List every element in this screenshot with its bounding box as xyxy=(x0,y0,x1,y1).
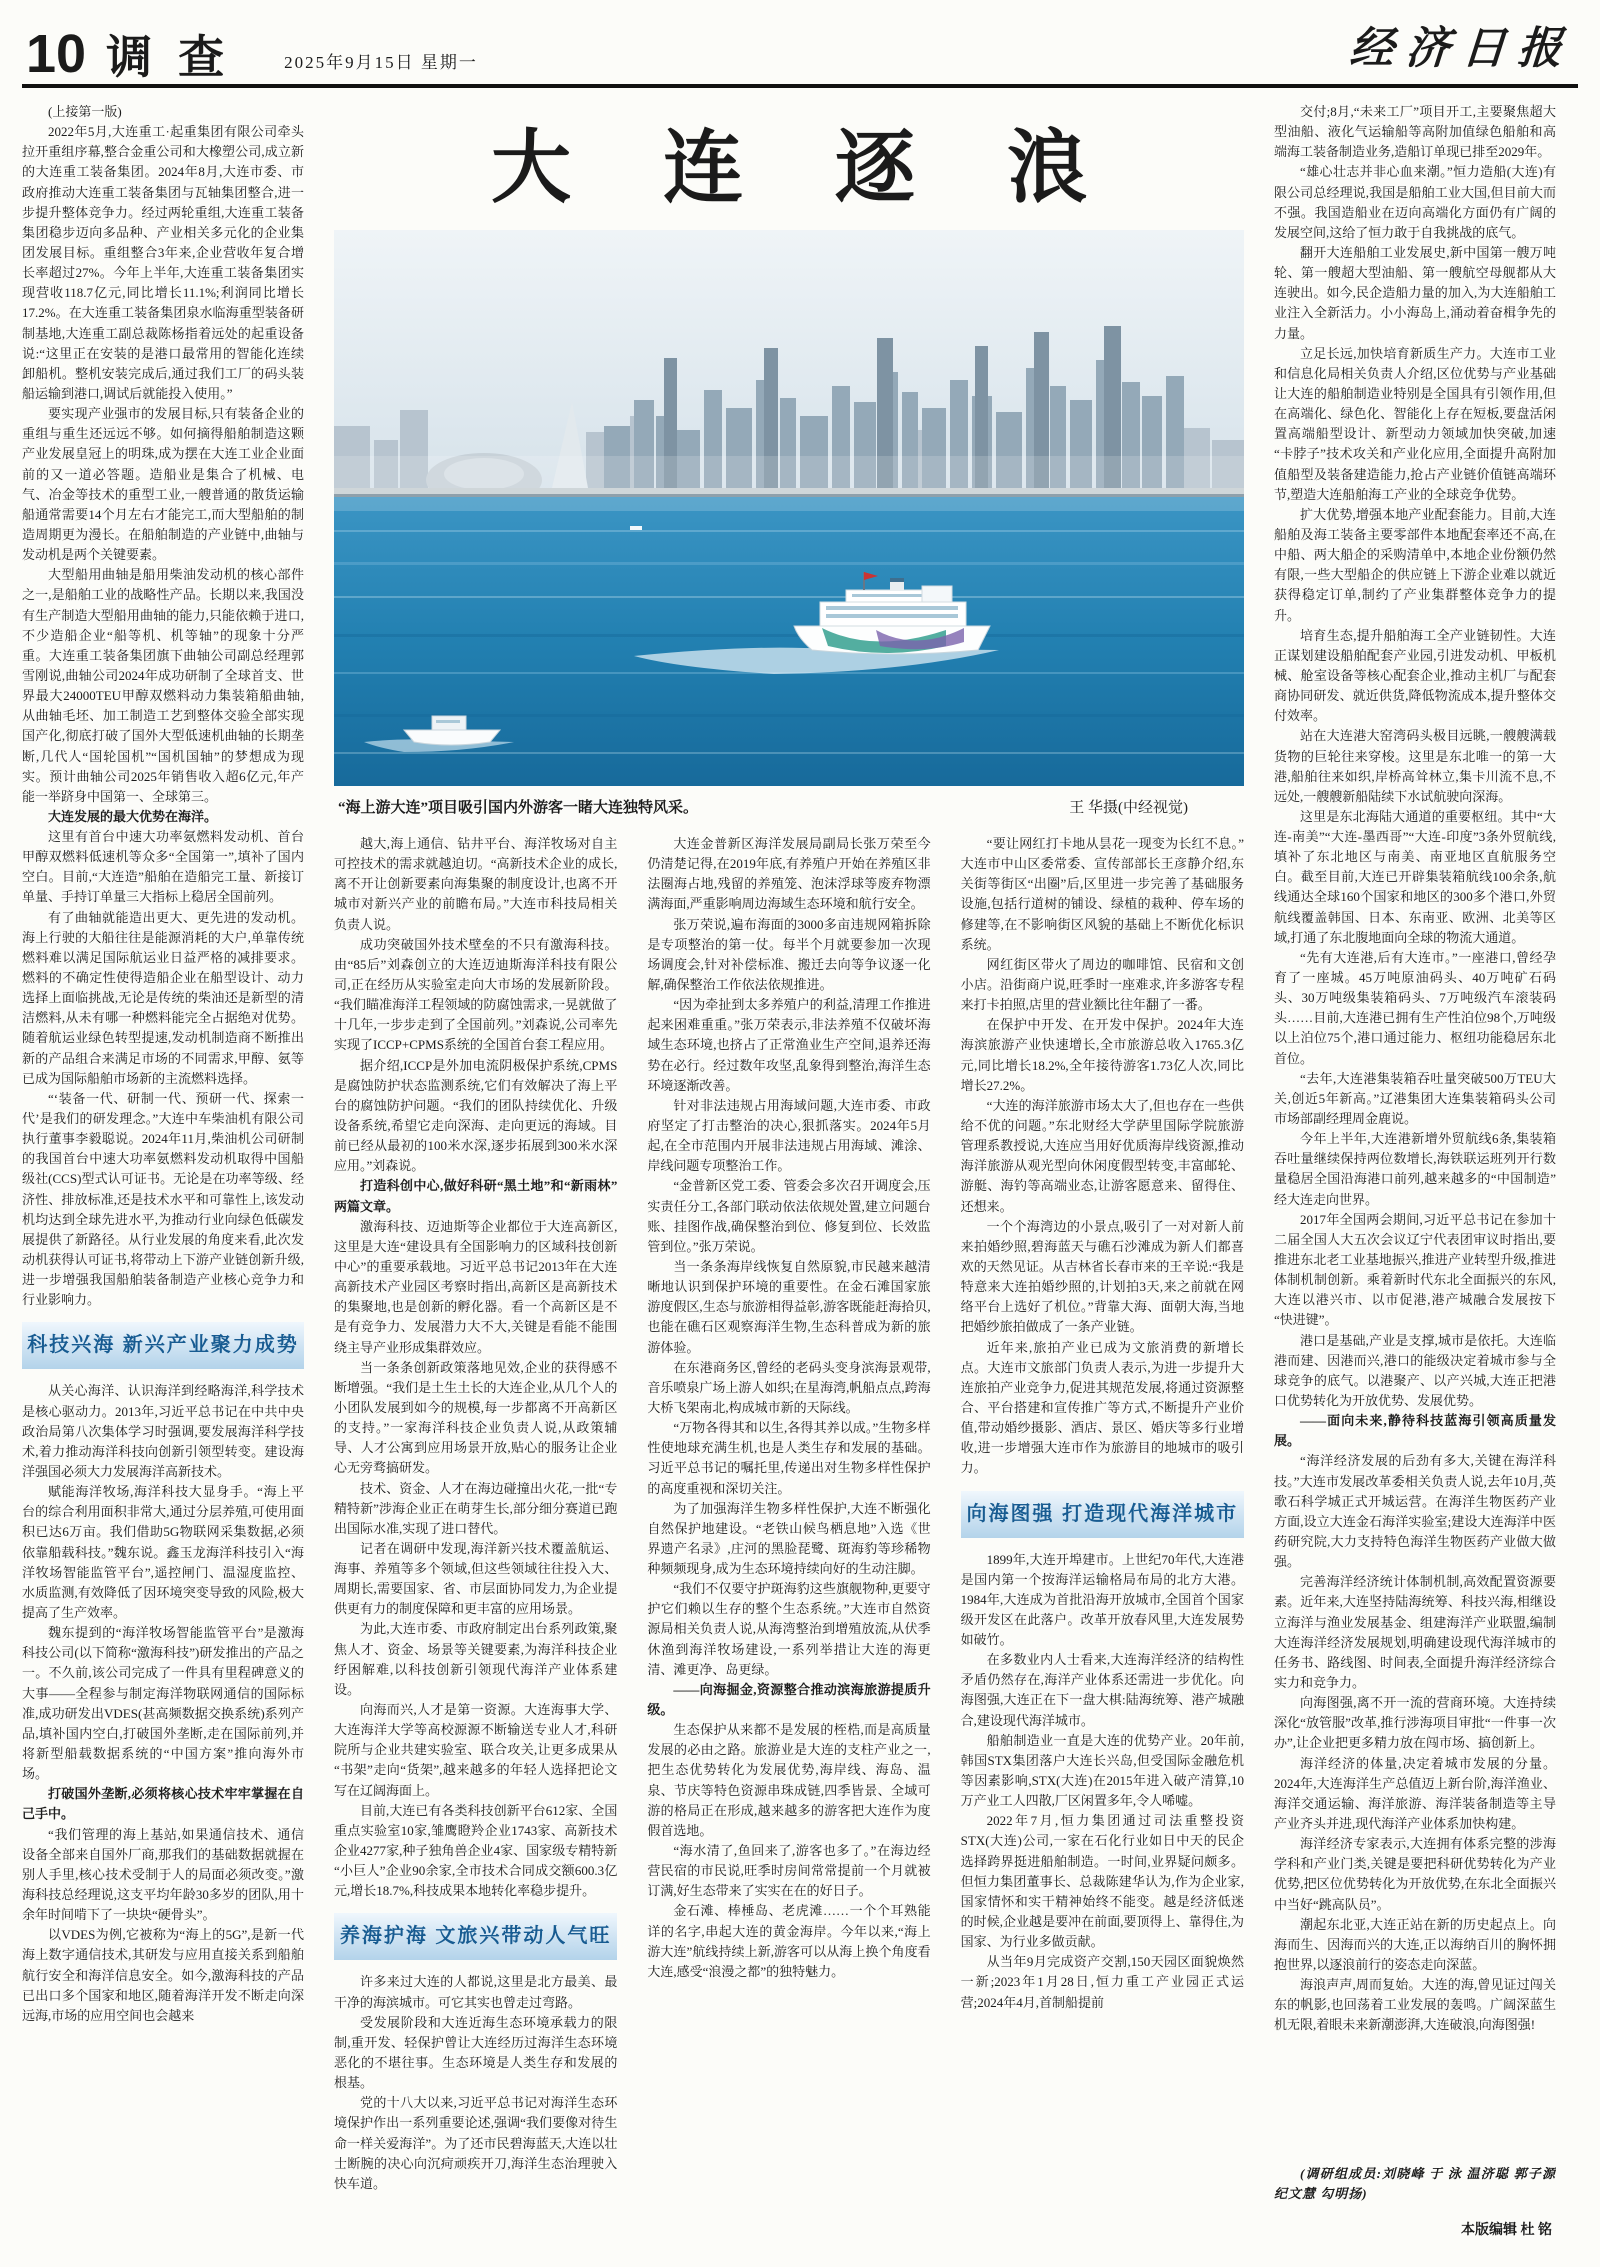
paragraph: 港口是基础,产业是支撑,城市是依托。大连临港而建、因港而兴,港口的能级决定着城市参与全球竞争的底气。以港聚产、以产兴城,大连正把港口优势转化为开放优势、发展优势。 xyxy=(1274,1332,1556,1408)
paragraph: 2022年5月,大连重工·起重集团有限公司牵头拉开重组序幕,整合金重公司和大橡塑公司,成立新的大连重工装备集团。2024年8月,大连市委、市政府推动大连重工装备集团与瓦轴集团整合,进一步提升整体竞争力。经过两轮重组,大连重工装备集团稳步迈向多品种、产业相关多元化的企业集团发展目标。重组整合3年来,企业营收年复合增长率超过27%。今年上半年,大连重工装备集团实现营收118.7亿元,同比增长11.1%;利润同比增长17.2%。在大连重工装备集团泉水临海重型装备研制基地,大连重工副总裁陈杨指着远处的起重设备说:“这里正在安装的是港口最常用的智能化连续卸船机。整机安装完成后,通过我们工厂的码头装船运输到港口,调试后就能投入使用。” xyxy=(22,124,304,401)
photo-credit: 王 华摄(中经视觉) xyxy=(1069,800,1188,816)
paragraph: (上接第一版) xyxy=(48,104,122,119)
section-heading-eco: 养海护海 文旅兴带动人气旺 xyxy=(334,1913,617,1960)
column-3 xyxy=(647,834,930,2252)
paragraph: 金石滩、棒棰岛、老虎滩……一个个耳熟能详的名字,串起大连的黄金海岸。今年以来,“海上游大连”航线持续上新,游客可以从海上换个角度看大连,感受“浪漫之都”的独特魅力。 xyxy=(647,1903,931,1979)
column-4 xyxy=(961,834,1244,2252)
column-2 xyxy=(334,834,617,2252)
section-heading-science: 科技兴海 新兴产业聚力成势 xyxy=(22,1322,304,1369)
column-5-text xyxy=(1274,102,1556,2036)
paragraph: 大型船用曲轴是船用柴油发动机的核心部件之一,是船舶工业的战略性产品。长期以来,我国没有生产制造大型船用曲轴的能力,只能依赖于进口,不少造船企业“船等机、机等轴”的现象十分严重。大连重工装备集团旗下曲轴公司副总经理郭雪刚说,曲轴公司2024年成功研制了全球首支、世界最大24000TEU甲醇双燃料动力集装箱船曲轴,从曲轴毛坯、加工制造工艺到整体交验全部实现国产化,彻底打破了国外大型低速机曲轴的长期垄断,几代人“国轮国机”“国机国轴”的梦想成为现实。预计曲轴公司2025年销售收入超6亿元,年产能一举跻身中国第一、全球第三。 xyxy=(22,567,304,804)
photo-caption: “海上游大连”项目吸引国内外游客一睹大连独特风采。 xyxy=(338,800,699,816)
paragraph: “先有大连港,后有大连市。”一座港口,曾经孕育了一座城。45万吨原油码头、40万吨矿石码头、30万吨级集装箱码头、7万吨级汽车滚装码头……目前,大连港已拥有生产性泊位98个,万吨级以上泊位75个,港口通过能力、枢纽功能稳居东北首位。 xyxy=(1274,949,1556,1066)
section-heading-city: 向海图强 打造现代海洋城市 xyxy=(961,1491,1244,1538)
paragraph: 完善海洋经济统计体制机制,高效配置资源要素。近年来,大连坚持陆海统筹、科技兴海,相继设立海洋与渔业发展基金、组建海洋产业联盟,编制大连海洋经济发展规划,明确建设现代海洋城市的任务书、路线图、时间表,全面提升海洋经济综合实力和竞争力。 xyxy=(1274,1574,1556,1690)
paragraph: 当一条条创新政策落地见效,企业的获得感不断增强。“我们是土生土长的大连企业,从几个人的小团队发展到如今的规模,每一步都离不开高新区的支持。”一家海洋科技企业负责人说,从政策辅导、人才公寓到应用场景开放,贴心的服务让企业心无旁骛搞研发。 xyxy=(334,1359,618,1476)
paragraph: 打造科创中心,做好科研“黑土地”和“新雨林”两篇文章。 xyxy=(334,1178,618,1214)
paragraph: 扩大优势,增强本地产业配套能力。目前,大连船舶及海工装备主要零部件本地配套率还不高,在中船、两大船企的采购清单中,本地企业份额仍然有限,一些大型船企的供应链上下游企业难以就近获得稳定订单,制约了产业集群整体竞争力的提升。 xyxy=(1274,506,1556,623)
paragraph: 近年来,旅拍产业已成为文旅消费的新增长点。大连市文旅部门负责人表示,为进一步提升大连旅拍产业竞争力,促进其规范发展,将通过资源整合、平台搭建和宣传推广等方式,不断提升产业价值,带动婚纱摄影、酒店、景区、婚庆等多行业增收,进一步增强大连市作为旅游目的地城市的吸引力。 xyxy=(960,1339,1244,1476)
column-5 xyxy=(1274,102,1556,2252)
column-2-bottom xyxy=(334,1972,617,2194)
masthead-logo: 经济日报 xyxy=(1348,24,1576,73)
paragraph: “雄心壮志并非心血来潮。”恒力造船(大连)有限公司总经理说,我国是船舶工业大国,但目前大而不强。我国造船业在迈向高端化方面仍有广阔的发展空间,这给了恒力敢于自我挑战的底气。 xyxy=(1274,164,1556,240)
paragraph: 越大,海上通信、钻井平台、海洋牧场对自主可控技术的需求就越迫切。“高新技术企业的成长,离不开让创新要素向海集聚的制度设计,也离不开城市对新兴产业的前瞻布局。”大连市科技局相关负责人说。 xyxy=(334,836,618,932)
paragraph: 海洋经济的体量,决定着城市发展的分量。2024年,大连海洋生产总值迈上新台阶,海洋渔业、海洋交通运输、海洋旅游、海洋装备制造等主导产业齐头并进,现代海洋产业体系加快构建。 xyxy=(1274,1755,1556,1831)
paragraph: “‘装备一代、研制一代、预研一代、探索一代’是我们的研发理念。”大连中车柴油机有限公司执行董事李毅聪说。2024年11月,柴油机公司研制的我国首台中速大功率氨燃料发动机取得中国船级社(CCS)型式认可证书。无论是在功率等级、经济性、排放标准,还是技术水平和可靠性上,该发动机均达到全球先进水平,为推动行业向绿色低碳发展提供了新路径。从行业发展的角度来看,此次发动机获得认可证书,将带动上下游产业链创新升级,进一步增强我国船舶装备制造产业核心竞争力和行业影响力。 xyxy=(22,1090,304,1308)
paragraph: 针对非法违规占用海域问题,大连市委、市政府坚定了打击整治的决心,狠抓落实。2024年5月起,在全市范围内开展非法违规占用海域、滩涂、岸线问题专项整治工作。 xyxy=(647,1097,931,1174)
paragraph: 目前,大连已有各类科技创新平台612家、全国重点实验室10家,雏鹰瞪羚企业1743家、高新技术企业4277家,种子独角兽企业4家、国家级专精特新“小巨人”企业90余家,全市技术合同成交额600.3亿元,增长18.7%,科技成果本地转化率稳步提升。 xyxy=(334,1802,618,1899)
paragraph: “我们不仅要守护斑海豹这些旗舰物种,更要守护它们赖以生存的整个生态系统。”大连市自然资源局相关负责人说,从海湾整治到增殖放流,从伏季休渔到海洋牧场建设,一系列举措让大连的海更清、滩更净、岛更绿。 xyxy=(647,1581,931,1677)
paragraph: ——面向未来,静待科技蓝海引领高质量发展。 xyxy=(1274,1413,1556,1449)
paragraph: 从关心海洋、认识海洋到经略海洋,科学技术是核心驱动力。2013年,习近平总书记在中共中央政治局第八次集体学习时强调,要发展海洋科学技术,着力推动海洋科技向创新引领型转变。建设海洋强国必须大力发展海洋高新技术。 xyxy=(22,1383,304,1479)
page-body xyxy=(22,88,1578,2252)
paragraph: 大连发展的最大优势在海洋。 xyxy=(48,808,218,824)
column-3-text xyxy=(647,834,930,1982)
paragraph: 海洋经济专家表示,大连拥有体系完整的涉海学科和产业门类,关键是要把科研优势转化为产业优势,把区位优势转化为开放优势,在东北全面振兴中当好“跳高队员”。 xyxy=(1274,1836,1556,1912)
paragraph: 在东港商务区,曾经的老码头变身滨海景观带,音乐喷泉广场上游人如织;在星海湾,帆船点点,跨海大桥飞架南北,构成城市新的天际线。 xyxy=(647,1359,931,1415)
column-4-top xyxy=(961,834,1244,1479)
dalian-coast-photo xyxy=(334,230,1244,786)
paragraph: “我们管理的海上基站,如果通信技术、通信设备全部来自国外厂商,那我们的基础数据就握在别人手里,核心技术受制于人的局面必须改变。”激海科技总经理说,这支平均年龄30多岁的团队,用十余年时间啃下了一块块“硬骨头”。 xyxy=(22,1826,304,1923)
paragraph: 立足长远,加快培育新质生产力。大连市工业和信息化局相关负责人介绍,区位优势与产业基础让大连的船舶制造业特别是全国具有引领作用,但在高端化、绿色化、智能化上存在短板,要盘活闲置高端船型设计、新型动力领域加快突破,加速“卡脖子”技术攻关和产业化应用,全面提升高附加值船型及装备建造能力,抢占产业链价值链高端环节,塑造大连船舶海工产业的全球竞争优势。 xyxy=(1274,345,1556,502)
column-1-top xyxy=(22,102,304,1310)
paragraph: “海洋经济发展的后劲有多大,关键在海洋科技。”大连市发展改革委相关负责人说,去年10月,英歌石科学城正式开城运营。在海洋生物医药产业方面,设立大连金石海洋实验室;建设大连海洋中医药研究院,大力支持特色海洋生物医药产业做大做强。 xyxy=(1274,1453,1556,1570)
paragraph: “海水清了,鱼回来了,游客也多了。”在海边经营民宿的市民说,旺季时房间常常提前一个月就被订满,好生态带来了实实在在的好日子。 xyxy=(647,1843,931,1899)
paragraph: 为此,大连市委、市政府制定出台系列政策,聚焦人才、资金、场景等关键要素,为海洋科技企业纾困解难,以科技创新引领现代海洋产业体系建设。 xyxy=(334,1621,618,1697)
paragraph: 魏东提到的“海洋牧场智能监管平台”是激海科技公司(以下简称“激海科技”)研发推出的产品之一。不久前,该公司完成了一件具有里程碑意义的大事——全程参与制定海洋物联网通信的国际标准,成功研发出VDES(甚高频数据交换系统)系列产品,填补国内空白,打破国外垄断,走在国际前列,并将新型船载数据系统的“中国方案”推向海外市场。 xyxy=(22,1625,304,1782)
paragraph: 记者在调研中发现,海洋新兴技术覆盖航运、海事、养殖等多个领域,但这些领域往往投入大、周期长,需要国家、省、市层面协同发力,为企业提供更有力的制度保障和更丰富的应用场景。 xyxy=(334,1540,618,1617)
paragraph: 激海科技、迈迪斯等企业都位于大连高新区,这里是大连“建设具有全国影响力的区域科技创新中心”的重要承载地。习近平总书记2013年在大连高新技术产业园区考察时指出,高新区是高新技术的集聚地,也是创新的孵化器。看一个高新区是不是有竞争力、发展潜力大不大,关键是看能不能围绕主导产业形成集群效应。 xyxy=(334,1218,618,1355)
paragraph: 成功突破国外技术壁垒的不只有激海科技。由“85后”刘森创立的大连迈迪斯海洋科技有限公司,正在经历从实验室走向大市场的发展新阶段。“我们瞄准海洋工程领域的防腐蚀需求,一晃就做了十几年,一步步走到了全国前列。”刘森说,公司率先实现了ICCP+CPMS系统的全国首台套工程应用。 xyxy=(334,936,618,1053)
paragraph: 大连金普新区海洋发展局副局长张万荣至今仍清楚记得,在2019年底,有养殖户开始在养殖区非法圈海占地,残留的养殖笼、泡沫浮球等废弃物漂满海面,严重影响周边海域生态环境和航行安全。 xyxy=(647,836,931,912)
haze xyxy=(334,456,1244,488)
paragraph: 赋能海洋牧场,海洋科技大显身手。“海上平台的综合利用面积非常大,通过分层养殖,可使用面积已达6万亩。我们借助5G物联网采集数据,必须依靠船载科技。”魏东说。鑫玉龙海洋科技引入“海洋牧场智能监管平台”,遥控闸门、温湿度监控、水质监测,有效降低了因环境突变导致的风险,极大提高了生产效率。 xyxy=(22,1484,304,1620)
paragraph: 船舶制造业一直是大连的优势产业。20年前,韩国STX集团落户大连长兴岛,但受国际金融危机等因素影响,STX(大连)在2015年进入破产清算,10万产业工人四散,厂区闲置多年,令人唏嘘。 xyxy=(960,1732,1244,1809)
page-editor-credit: 本版编辑 杜 铭 xyxy=(1461,2223,1552,2239)
paragraph: 在保护中开发、在开发中保护。2024年大连海滨旅游产业快速增长,全市旅游总收入1765.3亿元,同比增长18.2%,全年接待游客1.73亿人次,同比增长27.2%。 xyxy=(960,1017,1244,1093)
paragraph: 受发展阶段和大连近海生态环境承载力的限制,重开发、轻保护曾让大连经历过海洋生态环境恶化的不堪往事。生态环境是人类生存和发展的根基。 xyxy=(334,2014,618,2091)
seawall xyxy=(334,488,1244,494)
boat-hull xyxy=(404,730,500,745)
page-number: 10 xyxy=(26,24,87,85)
paragraph: 要实现产业强市的发展目标,只有装备企业的重组与重生还远远不够。如何摘得船舶制造这颗产业发展皇冠上的明珠,成为摆在大连工业企业面前的又一道必答题。造船业是集合了机械、电气、冶金等技术的重型工业,一艘普通的散货运输船通常需要14个月左右才能完工,而大型船舶的制造周期更为漫长。在船舶制造的产业链中,曲轴与发动机是两个关键要素。 xyxy=(22,406,304,563)
paragraph: 翻开大连船舶工业发展史,新中国第一艘万吨轮、第一艘超大型油船、第一艘航空母舰都从大连驶出。如今,民企造船力量的加入,为大连船舶工业注入全新活力。小小海岛上,涌动着奋楫争先的力量。 xyxy=(1274,244,1556,341)
paragraph: “万物各得其和以生,各得其养以成。”生物多样性使地球充满生机,也是人类生存和发展的基础。习近平总书记的嘱托里,传递出对生物多样性保护的高度重视和深切关注。 xyxy=(647,1420,931,1496)
column-4-bottom xyxy=(961,1550,1244,2013)
paragraph: 网红街区带火了周边的咖啡馆、民宿和文创小店。沿街商户说,旺季时一座难求,许多游客专程来打卡拍照,店里的营业额比往年翻了一番。 xyxy=(960,956,1244,1013)
paragraph: 有了曲轴就能造出更大、更先进的发动机。海上行驶的大船往往是能源消耗的大户,单靠传统燃料难以满足国际航运业日益严格的减排要求。燃料的不确定性使得造船企业在船型设计、动力选择上面临挑战,无论是传统的柴油还是新型的清洁燃料,从未有哪一种燃料能完全占据绝对优势。随着航运业绿色转型提速,发动机制造商不断推出新的产品组合来满足市场的不同需求,甲醇、氨等已成为国际船舶市场新的主流燃料选择。 xyxy=(22,909,304,1086)
paragraph: 为了加强海洋生物多样性保护,大连不断强化自然保护地建设。“老铁山候鸟栖息地”入选《世界遗产名录》,庄河的黑脸琵鹭、斑海豹等珍稀物种频频现身,成为生态环境持续向好的生动注脚。 xyxy=(647,1500,931,1577)
paragraph: 向海图强,离不开一流的营商环境。大连持续深化“放管服”改革,推行涉海项目审批“一件事一次办”,让企业把更多精力放在闯市场、搞创新上。 xyxy=(1274,1695,1556,1751)
paragraph: “因为牵扯到太多养殖户的利益,清理工作推进起来困难重重。”张万荣表示,非法养殖不仅破坏海域生态环境,也挤占了正常渔业生产空间,退养还海势在必行。经过数年攻坚,乱象得到整治,海洋生态环境逐渐改善。 xyxy=(647,997,931,1093)
paragraph: 潮起东北亚,大连正站在新的历史起点上。向海而生、因海而兴的大连,正以海纳百川的胸怀拥抱世界,以逐浪前行的姿态走向深蓝。 xyxy=(1274,1916,1556,1972)
column-1 xyxy=(22,102,304,2252)
section-name: 调查 xyxy=(106,31,251,83)
reflection-band xyxy=(334,497,1244,511)
bridge xyxy=(922,586,952,602)
publication-date: 2025年9月15日 星期一 xyxy=(284,53,478,72)
paragraph: 向海而兴,人才是第一资源。大连海事大学、大连海洋大学等高校源源不断输送专业人才,科研院所与企业共建实验室、联合攻关,让更多成果从“书架”走向“货架”,越来越多的年轻人选择把论文写在辽阔海面上。 xyxy=(334,1702,618,1798)
paragraph: 交付;8月,“未来工厂”项目开工,主要聚焦超大型油船、液化气运输船等高附加值绿色船舶和高端海工装备制造业务,造船订单现已排至2029年。 xyxy=(1274,104,1556,160)
window-strip-2 xyxy=(826,614,958,618)
lead-photo xyxy=(334,230,1244,786)
middle-block xyxy=(334,102,1244,2252)
research-team-credit: (调研组成员:刘晓峰 于 泳 温济聪 郭子源 纪文慧 勾明扬) xyxy=(1274,2166,1556,2202)
funnel-top xyxy=(890,578,904,582)
paragraph: “要让网红打卡地从昙花一现变为长红不息。”大连市中山区委常委、宣传部部长王彦静介绍,东关街等街区“出圈”后,区里进一步完善了基础服务设施,包括行道树的铺设、绿植的栽种、停车场的修建等,在不影响街区风貌的基础上不断优化标识系统。 xyxy=(960,836,1244,952)
article-title: 大连逐浪 xyxy=(491,123,1179,212)
boat-windows xyxy=(436,720,460,723)
paragraph: 张万荣说,遍布海面的3000多亩违规网箱拆除是专项整治的第一仗。每半个月就要参加一次现场调度会,针对补偿标准、搬迁去向等争议逐一化解,确保整治工作依法依规推进。 xyxy=(647,916,931,992)
paragraph: 生态保护从来都不是发展的桎梏,而是高质量发展的必由之路。旅游业是大连的支柱产业之一,把生态优势转化为发展优势,海岸线、海岛、温泉、节庆等特色资源串珠成链,四季皆景、全域可游的格局正在形成,越来越多的游客把大连作为度假首选地。 xyxy=(647,1722,931,1838)
paragraph: 技术、资金、人才在海边碰撞出火花,一批“专精特新”涉海企业正在萌芽生长,部分细分赛道已跑出国际水准,实现了进口替代。 xyxy=(334,1480,618,1536)
paragraph: 当一条条海岸线恢复自然原貌,市民越来越清晰地认识到保护环境的重要性。在金石滩国家旅游度假区,生态与旅游相得益彰,游客既能赶海拾贝,也能在礁石区观察海洋生物,生态科普成为新的旅游体验。 xyxy=(647,1258,931,1355)
paragraph: 海浪声声,周而复始。大连的海,曾见证过闯关东的帆影,也回荡着工业发展的轰鸣。广阔深蓝生机无限,着眼未来新潮澎湃,大连破浪,向海图强! xyxy=(1274,1977,1556,2033)
paragraph: 许多来过大连的人都说,这里是北方最美、最干净的海滨城市。可它其实也曾走过弯路。 xyxy=(334,1974,618,2010)
paragraph: 2017年全国两会期间,习近平总书记在参加十二届全国人大五次会议辽宁代表团审议时指出,要推进东北老工业基地振兴,推进产业转型升级,推进体制机制创新。乘着新时代东北全面振兴的东风,大连以港兴市、以市促港,港产城融合发展按下“快进键”。 xyxy=(1274,1211,1556,1328)
photo-caption-row xyxy=(334,786,1244,830)
paragraph: “去年,大连港集装箱吞吐量突破500万TEU大关,创近5年新高。”辽港集团大连集装箱码头公司市场部副经理周金鹿说。 xyxy=(1274,1070,1556,1127)
paragraph: 培育生态,提升船舶海工全产业链韧性。大连正谋划建设船舶配套产业园,引进发动机、甲板机械、舱室设备等核心配套企业,推动主机厂与配套商协同研发、就近供货,降低物流成本,提升整体交付效率。 xyxy=(1274,627,1556,724)
paragraph: 2022年7月,恒力集团通过司法重整投资STX(大连)公司,一家在石化行业如日中天的民企选择跨界挺进船舶制造。一时间,业界疑问颇多。但恒力集团董事长、总裁陈建华认为,作为企业家,国家情怀和实干精神始终不能变。越是经济低迷的时候,企业越是要冲在前面,要顶得上、靠得住,为国家、为行业多做贡献。 xyxy=(960,1813,1244,1950)
paragraph: 据介绍,ICCP是外加电流阴极保护系统,CPMS是腐蚀防护状态监测系统,它们有效解决了海上平台的腐蚀防护问题。“我们的团队持续优化、升级设备系统,希望它走向深海、走向更远的海域。目前已经从最初的100米水深,逐步拓展到300米水深应用。”刘森说。 xyxy=(334,1057,618,1174)
paragraph: “金普新区党工委、管委会多次召开调度会,压实责任分工,各部门联动依法依规处置,建立问题台账、挂图作战,确保整治到位、修复到位、长效监管到位。”张万荣说。 xyxy=(647,1178,931,1254)
page-header xyxy=(22,12,1578,85)
column-1-bottom xyxy=(22,1381,304,2026)
paragraph: 站在大连港大窑湾码头极目远眺,一艘艘满载货物的巨轮往来穿梭。这里是东北唯一的第一大港,船舶往来如织,岸桥高耸林立,集卡川流不息,不远处,一艘艘新船陆续下水试航驶向深海。 xyxy=(1274,728,1556,804)
column-2-top xyxy=(334,834,617,1901)
paragraph: 以VDES为例,它被称为“海上的5G”,是新一代海上数字通信技术,其研发与应用直接关系到船舶航行安全和海洋信息安全。如今,激海科技的产品已出口多个国家和地区,随着海洋开发不断走向深远海,市场的应用空间也会越来 xyxy=(22,1927,304,2023)
paragraph: 1899年,大连开埠建市。上世纪70年代,大连港是国内第一个按海洋运输格局布局的北方大港。1984年,大连成为首批沿海开放城市,全国首个国家级开发区在此落户。改革开放春风里,大连发展势如破竹。 xyxy=(960,1551,1244,1648)
paragraph: 这里有首台中速大功率氨燃料发动机、首台甲醇双燃料低速机等众多“全国第一”,填补了国内空白。目前,“大连造”船舶在造船完工量、新接订单量、手持订单量三大指标上稳居全国前列。 xyxy=(22,829,304,905)
paragraph: 这里是东北海陆大通道的重要枢纽。其中“大连-南美”“大连-墨西哥”“大连-印度”3条外贸航线,填补了东北地区与南美、南亚地区直航服务空白。截至目前,大连已开辟集装箱航线100余条,航线通达全球160个国家和地区的300多个港口,外贸航线覆盖韩国、日本、东南亚、欧洲、北美等区域,打通了东北腹地面向全球的物流大通道。 xyxy=(1274,808,1556,945)
paragraph: 在多数业内人士看来,大连海洋经济的结构性矛盾仍然存在,海洋产业体系还需进一步优化。向海图强,大连正在下一盘大棋:陆海统筹、港产城融合,建设现代海洋城市。 xyxy=(960,1652,1244,1728)
paragraph: 打破国外垄断,必须将核心技术牢牢掌握在自己手中。 xyxy=(22,1786,304,1822)
paragraph: ——向海掘金,资源整合推动滨海旅游提质升级。 xyxy=(647,1681,931,1718)
paragraph: 一个个海湾边的小景点,吸引了一对对新人前来拍婚纱照,碧海蓝天与礁石沙滩成为新人们都喜欢的天然见证。从吉林省长春市来的王辛说:“我是特意来大连拍婚纱照的,计划拍3天,来之前就在网络平台上选好了机位。”背靠大海、面朝大海,当地把婚纱旅拍做成了一条产业链。 xyxy=(960,1218,1244,1335)
window-strip-1 xyxy=(826,606,958,610)
paragraph: 党的十八大以来,习近平总书记对海洋生态环境保护作出一系列重要论述,强调“我们要像对待生命一样关爱海洋”。为了还市民碧海蓝天,大连以壮士断腕的决心向沉疴顽疾开刀,海洋生态治理驶入快车道。 xyxy=(334,2095,618,2191)
paragraph: 从当年9月完成资产交割,150天园区面貌焕然一新;2023年1月28日,恒力重工产业园正式运营;2024年4月,首制船提前 xyxy=(960,1954,1244,2010)
waterline xyxy=(334,494,1244,497)
window-strip-3 xyxy=(852,594,924,597)
middle-columns xyxy=(334,830,1244,2252)
distant-boat xyxy=(630,526,642,530)
paragraph: “大连的海洋旅游市场太大了,但也存在一些供给不优的问题。”东北财经大学萨里国际学院旅游管理系教授说,大连应当用好优质海岸线资源,推动海洋旅游从观光型向休闲度假型转变,丰富邮轮、游艇、海钓等高端业态,让游客愿意来、留得住、还想来。 xyxy=(960,1097,1244,1214)
column-5-tail xyxy=(1274,2158,1556,2252)
paragraph: 今年上半年,大连港新增外贸航线6条,集装箱吞吐量继续保持两位数增长,海铁联运班列开行数量稳居全国沿海港口前列,越来越多的“中国制造”经大连走向世界。 xyxy=(1274,1131,1556,1207)
